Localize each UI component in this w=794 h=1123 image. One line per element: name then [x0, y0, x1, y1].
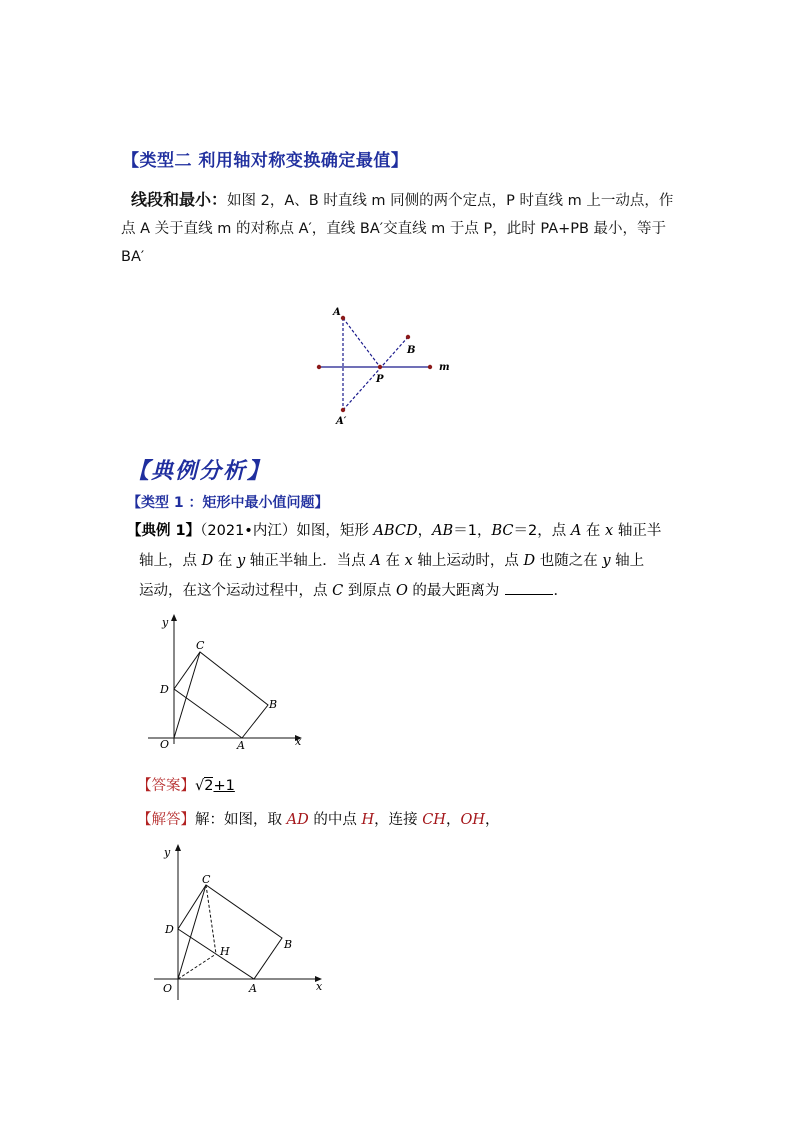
segment-OH [178, 954, 216, 979]
label-C: C [202, 873, 211, 886]
text: ， [445, 812, 461, 828]
label-O: O [160, 738, 170, 751]
y-axis-arrow [171, 614, 177, 621]
solution-figure [150, 838, 335, 1008]
type2-heading: 【类型二 利用轴对称变换确定最值】 [122, 151, 409, 171]
example-source: （2021•内江）如图，矩形 [200, 523, 374, 539]
var-abcd: ABCD [373, 523, 418, 539]
text: 在 [581, 523, 606, 539]
example-1 [127, 516, 667, 606]
text: ＝2，点 [513, 523, 571, 539]
reflection-figure [300, 300, 470, 430]
text: ＝1， [453, 523, 492, 539]
segment-AP [343, 318, 380, 367]
label-y: y [162, 616, 169, 629]
line-segment-sum-paragraph [121, 186, 681, 271]
text: 在 [213, 553, 237, 569]
segment-OC [174, 652, 200, 738]
text: ， [417, 523, 433, 539]
text: ， [485, 812, 500, 828]
var-h: H [361, 812, 375, 828]
var-y: y [236, 553, 246, 569]
text: 轴正半 [613, 523, 662, 539]
example-line-1 [127, 516, 667, 546]
text: 轴正半轴上．当点 [245, 553, 371, 569]
text: 的中点 [308, 812, 362, 828]
label-B: B [284, 938, 293, 951]
var-d: D [523, 553, 536, 569]
label-m: m [439, 362, 450, 373]
answer-line [137, 774, 235, 795]
label-B: B [269, 698, 278, 711]
label-D: D [160, 683, 169, 696]
point-m-right [428, 365, 432, 369]
solution-tag: 【解答】 [137, 812, 195, 828]
example-tag: 【典例 1】 [127, 523, 201, 539]
var-x: x [404, 553, 413, 569]
var-ad: AD [286, 812, 309, 828]
answer-plus: +1 [213, 778, 235, 794]
text: 也随之在 [535, 553, 603, 569]
label-C: C [196, 639, 205, 652]
text: 轴上 [610, 553, 645, 569]
label-P: P [376, 374, 384, 385]
var-oh: OH [460, 812, 485, 828]
var-ch: CH [422, 812, 446, 828]
var-o: O [395, 583, 408, 599]
paragraph-text: 如图 2，A、B 时直线 m 同侧的两个定点，P 时直线 m 上一动点，作点 A 关于直线 m 的对称点 A′，直线 BA′交直线 m 于点 P，此时 PA+PB 最小，等于 BA′ [121, 193, 674, 265]
var-y: y [602, 553, 611, 569]
label-A: A [333, 307, 341, 318]
text: ，连接 [374, 812, 423, 828]
label-O: O [163, 982, 173, 995]
text: ． [553, 583, 568, 599]
text: 在 [380, 553, 405, 569]
label-A: A [237, 739, 245, 752]
text: 的最大距离为 [407, 583, 500, 599]
var-d: D [201, 553, 214, 569]
text: 轴上，点 [139, 553, 202, 569]
text: 轴上运动时，点 [412, 553, 524, 569]
answer-blank [505, 580, 553, 595]
segment-CH [206, 885, 216, 954]
label-y: y [164, 846, 171, 859]
example-line-2 [127, 546, 667, 576]
var-c: C [332, 583, 344, 599]
var-x: x [605, 523, 614, 539]
label-B: B [407, 345, 416, 356]
var-ab: AB [432, 523, 454, 539]
rectangle-ABCD [174, 652, 268, 738]
label-D: D [165, 923, 174, 936]
label-x: x [316, 980, 323, 993]
example-line-3 [127, 576, 667, 606]
label-A2: A′ [336, 416, 347, 427]
y-axis-arrow [175, 844, 181, 851]
label-x: x [295, 735, 302, 748]
sqrt-sign: √ [195, 778, 205, 794]
radicand: 2 [204, 778, 214, 794]
section-title: 【典例分析】 [127, 459, 272, 484]
answer-tag: 【答案】 [137, 778, 195, 794]
point-A2 [341, 408, 345, 412]
text: 到原点 [343, 583, 396, 599]
answer-value [195, 777, 235, 794]
text: 解：如图，取 [195, 812, 287, 828]
var-a: A [370, 553, 381, 569]
text: 运动，在这个运动过程中，点 [139, 583, 333, 599]
point-m-left [317, 365, 321, 369]
var-bc: BC [491, 523, 514, 539]
rectangle-ABCD [178, 885, 282, 979]
point-B [406, 335, 410, 339]
var-a: A [570, 523, 582, 539]
type1-heading: 【类型 1 ：矩形中最小值问题】 [127, 495, 329, 511]
rectangle-figure [140, 610, 315, 755]
solution-line [137, 808, 500, 829]
point-A [341, 316, 345, 320]
point-P [378, 365, 382, 369]
paragraph-lead: 线段和最小： [131, 190, 228, 209]
label-H: H [220, 945, 230, 958]
label-A: A [249, 982, 257, 995]
